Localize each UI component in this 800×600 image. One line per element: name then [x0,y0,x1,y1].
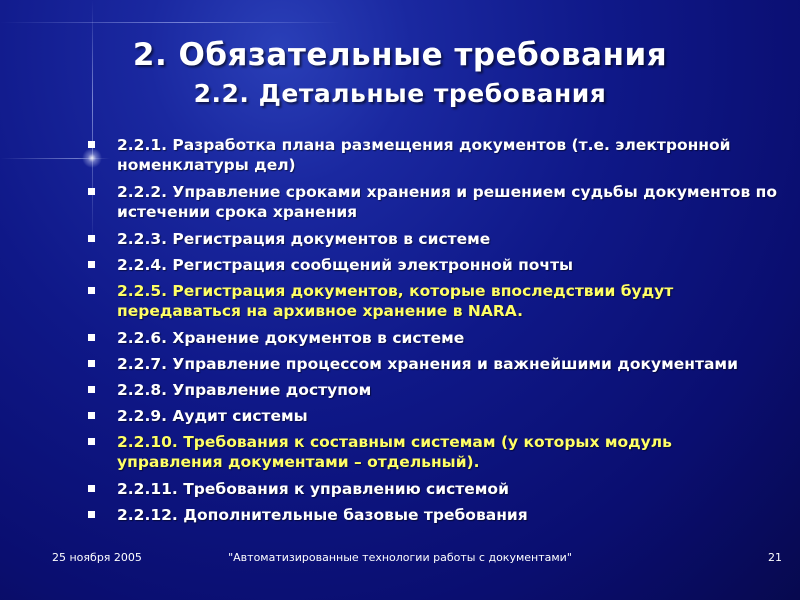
bullet-icon [88,485,95,492]
bullet-icon [88,287,95,294]
list-item [88,380,778,400]
list-item-text: 2.2.2. Управление сроками хранения и решением судьбы документов по истечении срока хранения [117,183,778,221]
bullet-icon [88,438,95,445]
list-item [88,281,778,321]
list-item [88,406,778,426]
list-item-text: 2.2.10. Требования к составным системам (у которых модуль управления документами – отдельный). [117,433,672,471]
list-item [88,432,778,472]
bullet-icon [88,360,95,367]
list-item-text: 2.2.1. Разработка плана размещения документов (т.е. электронной номенклатуры дел) [117,136,731,174]
slide-subtitle: 2.2. Детальные требования [193,79,607,108]
list-item [88,229,778,249]
requirements-list [88,135,778,531]
list-item-text: 2.2.4. Регистрация сообщений электронной почты [117,256,574,274]
list-item [88,479,778,499]
list-item-text: 2.2.3. Регистрация документов в системе [117,230,491,248]
footer-date: 25 ноября 2005 [52,551,142,564]
list-item-text: 2.2.6. Хранение документов в системе [117,329,465,347]
list-item-text: 2.2.12. Дополнительные базовые требования [117,506,528,524]
bullet-icon [88,412,95,419]
bullet-icon [88,261,95,268]
bullet-icon [88,511,95,518]
bullet-icon [88,334,95,341]
list-item [88,505,778,525]
list-item [88,354,778,374]
list-item [88,328,778,348]
list-item-text: 2.2.11. Требования к управлению системой [117,480,509,498]
list-item-text: 2.2.8. Управление доступом [117,381,372,399]
footer-course-title: "Автоматизированные технологии работы с документами" [228,551,572,564]
bullet-icon [88,141,95,148]
list-item [88,182,778,222]
slide-title: 2. Обязательные требования [132,37,668,73]
list-item [88,255,778,275]
bullet-icon [88,386,95,393]
list-item-text: 2.2.7. Управление процессом хранения и важнейшими документами [117,355,738,373]
footer-page-number: 21 [768,551,782,564]
list-item-text: 2.2.5. Регистрация документов, которые впоследствии будут передаваться на архивное хранение в NARA. [117,282,674,320]
list-item [88,135,778,175]
bullet-icon [88,235,95,242]
bullet-icon [88,188,95,195]
decorative-line [0,22,340,23]
list-item-text: 2.2.9. Аудит системы [117,407,308,425]
